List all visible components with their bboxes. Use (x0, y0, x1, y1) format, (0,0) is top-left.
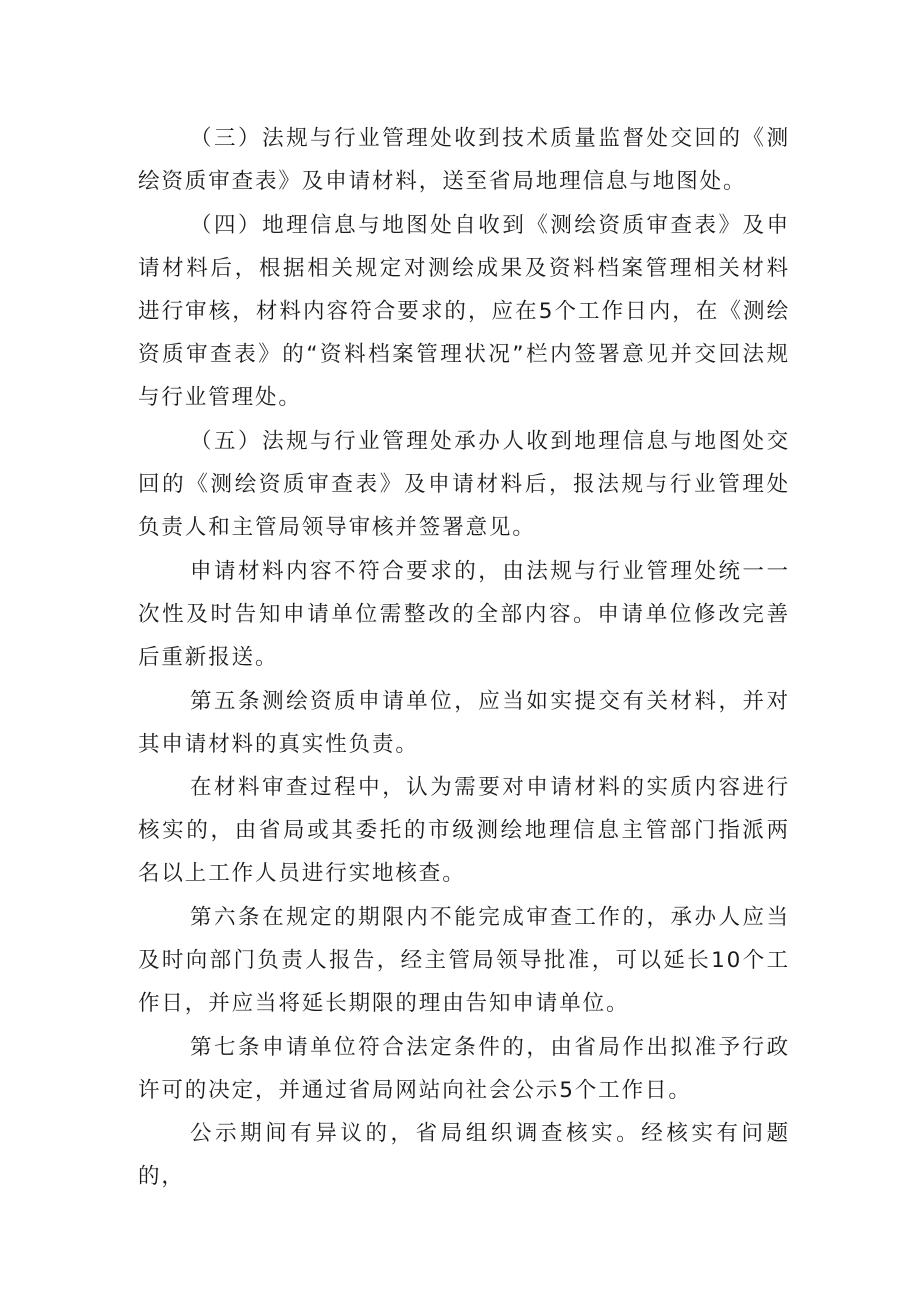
article-7-public-notice: 第七条申请单位符合法定条件的，由省局作出拟准予行政许可的决定，并通过省局网站向社会公示5个工作日。 (138, 1035, 790, 1103)
article-6-extension: 第六条在规定的期限内不能完成审查工作的，承办人应当及时向部门负责人报告，经主管局领导批准，可以延长10个工作日，并应当将延长期限的理由告知申请单位。 (138, 905, 790, 1016)
paragraph-objection-handling: 公示期间有异议的，省局组织调查核实。经核实有问题的， (138, 1121, 790, 1189)
paragraph-onsite-verification: 在材料审查过程中，认为需要对申请材料的实质内容进行核实的，由省局或其委托的市级测绘地理信息主管部门指派两名以上工作人员进行实地核查。 (138, 775, 790, 886)
paragraph-4-map-office-review: （四）地理信息与地图处自收到《测绘资质审查表》及申请材料后，根据相关规定对测绘成果及资料档案管理相关材料进行审核，材料内容符合要求的，应在5个工作日内，在《测绘资质审查表》的“资料档案管理状况”栏内签署意见并交回法规与行业管理处。 (138, 213, 790, 410)
paragraph-3-transfer-to-map-office: （三）法规与行业管理处收到技术质量监督处交回的《测绘资质审查表》及申请材料，送至省局地理信息与地图处。 (138, 126, 790, 194)
paragraph-5-leader-approval: （五）法规与行业管理处承办人收到地理信息与地图处交回的《测绘资质审查表》及申请材料后，报法规与行业管理处负责人和主管局领导审核并签署意见。 (138, 429, 790, 540)
paragraph-noncompliant-notice: 申请材料内容不符合要求的，由法规与行业管理处统一一次性及时告知申请单位需整改的全部内容。申请单位修改完善后重新报送。 (138, 559, 790, 670)
article-5-truthfulness: 第五条测绘资质申请单位，应当如实提交有关材料，并对其申请材料的真实性负责。 (138, 689, 790, 757)
